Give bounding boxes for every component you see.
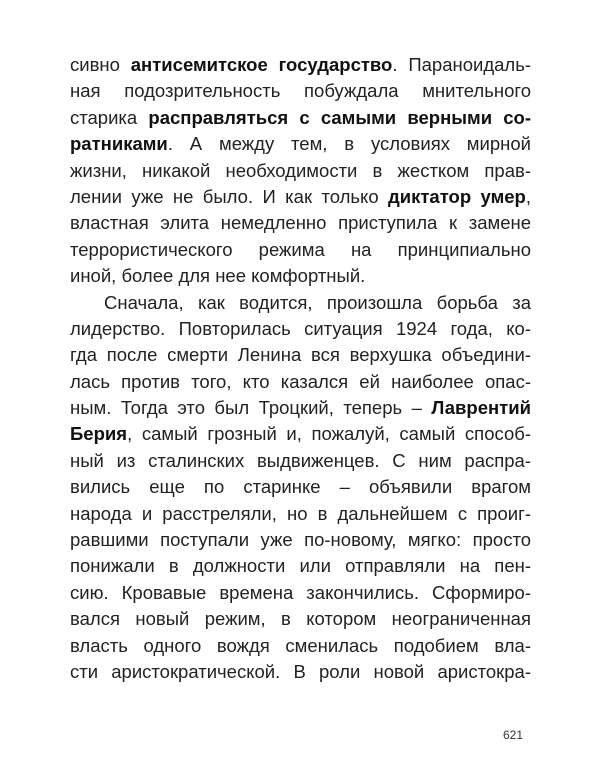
paragraph-end-line: иной, более для нее комфортный.	[70, 265, 366, 287]
text-line: понижали в должности или отправляли на пен-	[70, 555, 531, 577]
text-line: власть одного вождя сменилась подобием вла-	[70, 634, 531, 656]
text-line: сти аристократической. В роли новой аристокра-	[70, 660, 531, 682]
text-line: старика расправляться с самыми верными со-	[70, 106, 531, 128]
text-line: жизни, никакой необходимости в жестком прав-	[70, 159, 531, 181]
text-line: народа и расстреляли, но в дальнейшем с проиг-	[70, 502, 531, 524]
text-line: властная элита немедленно приступила к замене	[70, 212, 531, 234]
text-line: сивно антисемитское государство. Параноидаль-	[70, 54, 531, 75]
bold-phrase: антисемитское государство	[130, 54, 393, 75]
page-number: 621	[503, 728, 524, 742]
text-line: вался новый режим, в котором неограниченная	[70, 608, 531, 630]
text-line: ная подозрительность побуждала мнительного	[70, 80, 531, 102]
bold-phrase: диктатор умер	[388, 185, 526, 207]
text-line: лении уже не было. И как только диктатор умер,	[70, 185, 531, 207]
body-text	[70, 52, 531, 685]
text-line: террористического режима на принципиально	[70, 238, 531, 260]
text-line: ратниками. А между тем, в условиях мирной	[70, 133, 531, 155]
text-line: ный из сталинских выдвиженцев. С ним распра-	[70, 449, 531, 471]
text-line: ным. Тогда это был Троцкий, теперь – Лаврентий	[70, 397, 531, 419]
text-line: равшими поступали уже по-новому, мягко: просто	[70, 529, 531, 551]
bold-phrase: Лаврентий	[431, 397, 531, 419]
text-line: лидерство. Повторилась ситуация 1924 года, ко-	[70, 317, 531, 339]
bold-phrase: Берия	[70, 423, 128, 445]
text-line: Берия, самый грозный и, пожалуй, самый способ-	[70, 423, 531, 445]
text-line: гда после смерти Ленина вся верхушка объедини-	[70, 344, 531, 366]
text-line: сию. Кровавые времена закончились. Сформиро-	[70, 581, 531, 603]
text-line: лась против того, кто казался ей наиболее опас-	[70, 370, 531, 392]
bold-phrase: ратниками	[70, 133, 168, 155]
bold-phrase: расправляться с самыми верными со-	[148, 106, 531, 128]
text-line: вились еще по старинке – объявили врагом	[70, 476, 531, 498]
paragraph-start-line: Сначала, как водится, произошла борьба за	[104, 291, 531, 313]
